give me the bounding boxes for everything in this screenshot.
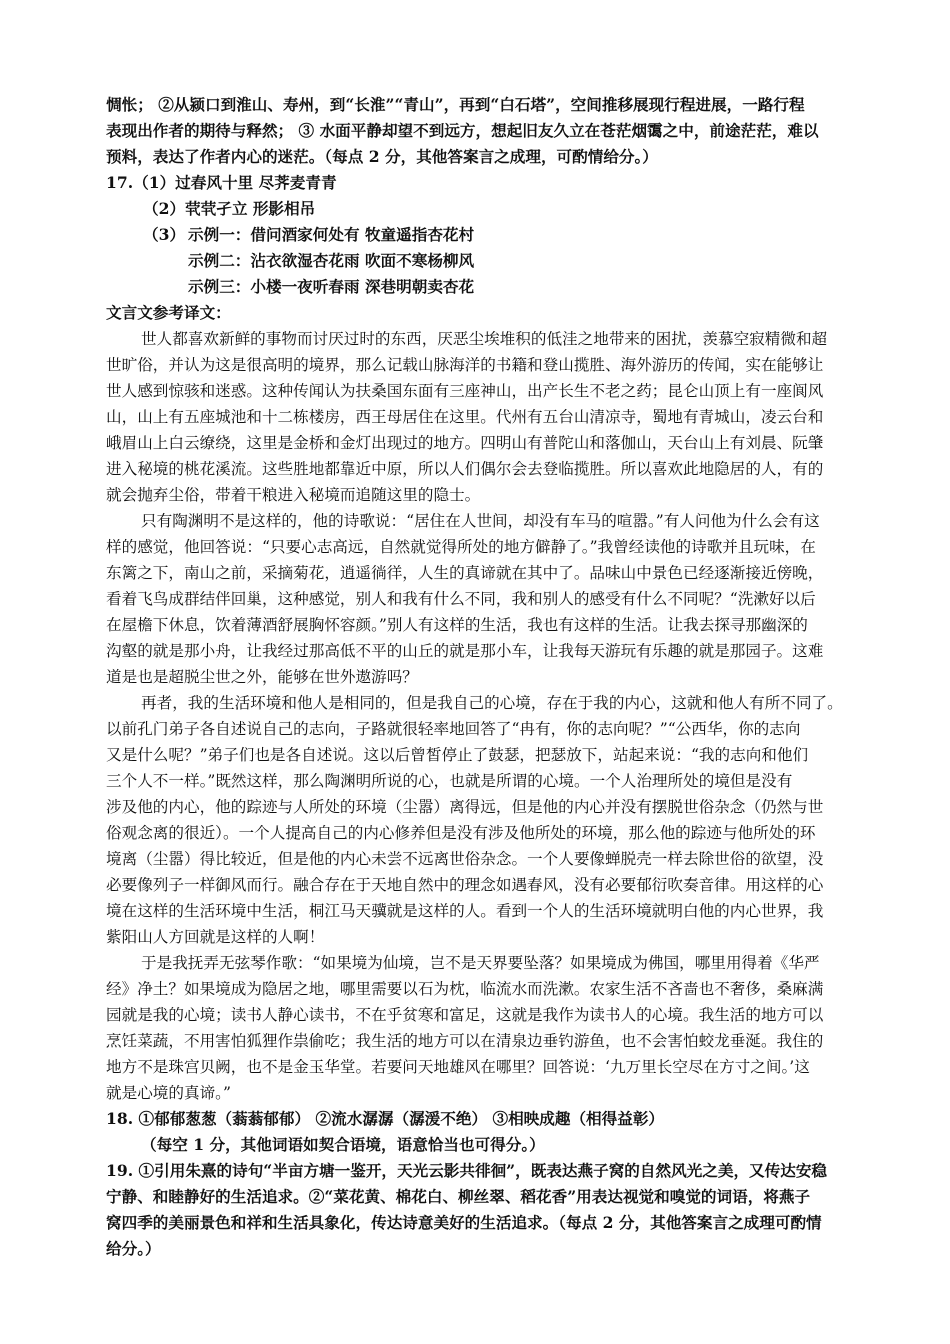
translation-line: 看着飞鸟成群结伴回巢，这种感觉，别人和我有什么不同，我和别人的感受有什么不同呢？“洗漱好以后 bbox=[106, 590, 816, 608]
q19-line: 窝四季的美丽景色和祥和生活具象化，传达诗意美好的生活追求。（每点 2 分，其他答案言之成理可酌情 bbox=[106, 1213, 822, 1232]
q17-example: 示例一：借问酒家何处有 牧童遥指杏花村 bbox=[188, 225, 475, 244]
translation-line: 沟壑的就是那小舟，让我经过那高低不平的山丘的就是那小车，让我每天游玩有乐趣的就是那园子。这难 bbox=[106, 642, 824, 660]
q17-item2: （2）茕茕孑立 形影相吊 bbox=[143, 199, 316, 218]
translation-line: 世人都喜欢新鲜的事物而讨厌过时的东西，厌恶尘埃堆积的低洼之地带来的困扰，羡慕空寂精微和超 bbox=[141, 330, 828, 348]
translation-line: 必要像列子一样御风而行。融合存在于天地自然中的理念如遇春风，没有必要郁衍吹奏音律。用这样的心 bbox=[106, 876, 824, 894]
translation-line: 只有陶渊明不是这样的，他的诗歌说：“居住在人世间，却没有车马的喧嚣。”有人问他为什么会有这 bbox=[141, 512, 820, 530]
q17-example: 示例三：小楼一夜听春雨 深巷明朝卖杏花 bbox=[188, 277, 475, 296]
translation-line: 再者，我的生活环境和他人是相同的，但是我自己的心境，存在于我的内心，这就和他人有所不同了。 bbox=[141, 694, 843, 712]
translation-line: 经》净土？如果境成为隐居之地，哪里需要以石为枕，临流水而洗漱。农家生活不吝啬也不奢侈，桑麻满 bbox=[106, 980, 824, 998]
translation-line: 世人感到惊骇和迷惑。这种传闻认为扶桑国东面有三座神山，出产长生不老之药；昆仑山顶上有一座阆风 bbox=[106, 382, 824, 400]
q17-item3-label: （3） bbox=[143, 225, 186, 244]
translation-line: 进入秘境的桃花溪流。这些胜地都靠近中原，所以人们偶尔会去登临揽胜。所以喜欢此地隐居的人，有的 bbox=[106, 460, 824, 478]
q17-example: 示例二：沾衣欲湿杏花雨 吹面不寒杨柳风 bbox=[188, 251, 475, 270]
q18-note: （每空 1 分，其他词语如契合语境，语意恰当也可得分。） bbox=[141, 1135, 545, 1154]
translation-line: 世旷俗，并认为这是很高明的境界，那么记载山脉海洋的书籍和登山揽胜、海外游历的传闻，实在能够让 bbox=[106, 356, 824, 374]
translation-line: 道是也是超脱尘世之外，能够在世外遨游吗？ bbox=[106, 668, 418, 686]
translation-line: 地方不是珠宫贝阙，也不是金玉华堂。若要问天地雄风在哪里？回答说：‘九万里长空尽在方寸之间。’这 bbox=[106, 1058, 810, 1076]
translation-line: 以前孔门弟子各自述说自己的志向，子路就很轻率地回答了“冉有，你的志向呢？”“公西华，你的志向 bbox=[106, 720, 801, 738]
translation-line: 三个人不一样。”既然这样，那么陶渊明所说的心，也就是所谓的心境。一个人治理所处的境但是没有 bbox=[106, 772, 793, 790]
translation-line: 就是心境的真谛。” bbox=[106, 1084, 231, 1102]
translation-line: 峨眉山上白云缭绕，这里是金桥和金灯出现过的地方。四明山有普陀山和落伽山，天台山上有刘晨、阮肇 bbox=[106, 434, 824, 452]
translation-line: 东篱之下，南山之前，采摘菊花，逍遥徜徉，人生的真谛就在其中了。品味山中景色已经逐渐接近傍晚， bbox=[106, 564, 824, 582]
translation-line: 样的感觉，他回答说：“只要心志高远，自然就觉得所处的地方僻静了。”我曾经读他的诗歌并且玩味，在 bbox=[106, 538, 816, 556]
intro-line: 惆怅； ②从颍口到淮山、寿州，到“长淮”“青山”，再到“白石塔”，空间推移展现行程进展，一路行程 bbox=[106, 95, 805, 114]
q19-line: 宁静、和睦静好的生活追求。②“菜花黄、棉花白、柳丝翠、稻花香”用表达视觉和嗅觉的词语，将燕子 bbox=[106, 1187, 811, 1206]
q19-line: 19. ①引用朱熹的诗句“半亩方塘一鉴开，天光云影共徘徊”，既表达燕子窝的自然风光之美，又传达安稳 bbox=[106, 1161, 828, 1180]
translation-line: 于是我抚弄无弦琴作歌：“如果境为仙境，岂不是天界要坠落？如果境成为佛国，哪里用得着《华严 bbox=[141, 954, 820, 972]
translation-line: 紫阳山人方回就是这样的人啊！ bbox=[106, 928, 325, 946]
translation-line: 在屋檐下休息，饮着薄酒舒展胸怀容颜。”别人有这样的生活，我也有这样的生活。让我去探寻那幽深的 bbox=[106, 616, 808, 634]
q18-answer: 18. ①郁郁葱葱（蓊蓊郁郁） ②流水潺潺（潺湲不绝） ③相映成趣（相得益彰） bbox=[106, 1109, 665, 1128]
translation-line: 境离（尘嚣）得比较近，但是他的内心未尝不远离世俗杂念。一个人要像蝉脱壳一样去除世俗的欲望，没 bbox=[106, 850, 824, 868]
translation-line: 山，山上有五座城池和十二栋楼房，西王母居住在这里。代州有五台山清凉寺，蜀地有青城山，凌云台和 bbox=[106, 408, 824, 426]
intro-line: 表现出作者的期待与释然； ③ 水面平静却望不到远方，想起旧友久立在苍茫烟霭之中，前途茫茫，难以 bbox=[106, 121, 819, 140]
intro-line: 预料，表达了作者内心的迷茫。（每点 2 分，其他答案言之成理，可酌情给分。） bbox=[106, 147, 658, 166]
translation-line: 就会抛弃尘俗，带着干粮进入秘境而追随这里的隐士。 bbox=[106, 486, 481, 504]
translation-line: 又是什么呢？”弟子们也是各自述说。这以后曾皙停止了鼓瑟，把瑟放下，站起来说：“我的志向和他们 bbox=[106, 746, 809, 764]
q19-line: 给分。） bbox=[106, 1239, 161, 1258]
translation-title: 文言文参考译文： bbox=[106, 303, 231, 322]
translation-line: 境在这样的生活环境中生活，桐江马天骥就是这样的人。看到一个人的生活环境就明白他的内心世界，我 bbox=[106, 902, 824, 920]
q17-header: 17.（1）过春风十里 尽荠麦青青 bbox=[106, 173, 337, 192]
translation-line: 园就是我的心境；读书人静心读书，不在乎贫寒和富足，这就是我作为读书人的心境。我生活的地方可以 bbox=[106, 1006, 824, 1024]
translation-line: 俗观念离的很近）。一个人提高自己的内心修养但是没有涉及他所处的环境，那么他的踪迹与他所处的环 bbox=[106, 824, 816, 842]
translation-line: 烹饪菜蔬，不用害怕狐狸作祟偷吃；我生活的地方可以在清泉边垂钓游鱼，也不会害怕蛟龙垂涎。我住的 bbox=[106, 1032, 824, 1050]
translation-line: 涉及他的内心，他的踪迹与人所处的环境（尘嚣）离得远，但是他的内心并没有摆脱世俗杂念（仍然与世 bbox=[106, 798, 824, 816]
